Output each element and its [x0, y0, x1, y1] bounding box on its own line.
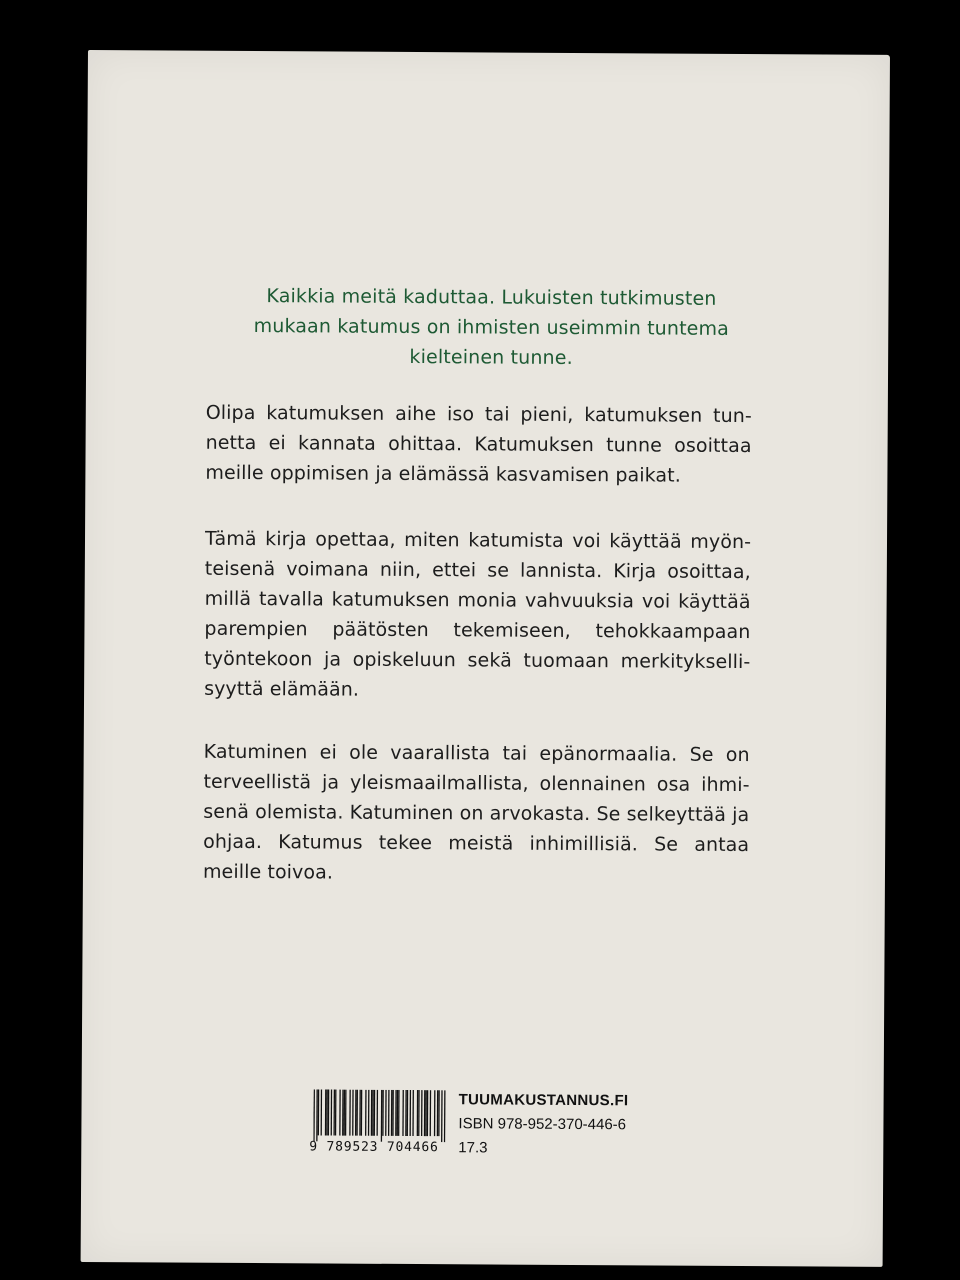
barcode-bar: [425, 1090, 427, 1136]
barcode-bar: [377, 1090, 379, 1136]
barcode-bar: [342, 1090, 344, 1136]
barcode-bar: [325, 1089, 327, 1135]
barcode-bar: [391, 1090, 393, 1136]
barcode-bar: [410, 1090, 412, 1136]
barcode-bar: [385, 1090, 387, 1136]
body-paragraph: Katuminen ei ole vaarallista tai epänormaalia. Se on terveellistä ja yleismaailmallista, olennainen osa ihmisenä olemista. Katuminen on arvokasta. Se selkeyttää ja ohjaa. Katumus tekee meistä inhimillisiä. Se antaa meille toivoa.: [202, 740, 750, 884]
body-paragraph: Tämä kirja opettaa, miten katumista voi käyttää myönteisenä voimana niin, ettei se lannista. Kirja osoittaa, millä tavalla katumuksen monia vahvuuksia voi käyttää parempien päätösten tekemiseen, tehokkaampaan työntekoon ja opiskeluun sekä tuomaan merkityksellisyyttä elämään.: [204, 527, 752, 701]
barcode-bar: [430, 1090, 432, 1136]
barcode-bar: [441, 1090, 443, 1142]
barcode-bar: [333, 1090, 335, 1136]
barcode-bar: [349, 1090, 351, 1136]
barcode-bar: [382, 1090, 384, 1136]
barcode-bar: [407, 1090, 409, 1136]
barcode-bar: [335, 1090, 337, 1136]
barcode-bar: [356, 1090, 358, 1136]
classification-code: 17.3: [458, 1139, 488, 1157]
barcode-bar: [352, 1090, 354, 1136]
barcode-bar: [316, 1089, 318, 1141]
barcode-bar: [365, 1090, 367, 1136]
barcode-bar: [438, 1090, 440, 1136]
barcode-bar: [326, 1089, 328, 1135]
barcode-bar: [345, 1090, 347, 1136]
barcode-bar: [427, 1090, 429, 1136]
barcode-bar: [434, 1090, 436, 1136]
barcode-bar: [344, 1090, 346, 1136]
barcode-bar: [313, 1089, 315, 1141]
barcode-bar: [355, 1090, 357, 1136]
barcode-bar: [371, 1090, 373, 1136]
barcode-bar: [318, 1089, 320, 1135]
barcode-bar: [418, 1090, 420, 1136]
barcode-bar: [361, 1090, 363, 1136]
barcode-bar: [437, 1090, 439, 1136]
barcode-bar: [424, 1090, 426, 1136]
barcode-bar: [331, 1090, 333, 1136]
barcode-bar: [402, 1090, 404, 1136]
barcode-bar: [381, 1090, 383, 1142]
barcode-bar: [368, 1090, 370, 1136]
barcode-bar: [321, 1089, 323, 1135]
isbn-text: ISBN 978-952-370-446-6: [458, 1115, 627, 1134]
barcode-bar: [339, 1090, 341, 1136]
publisher-info: [458, 1088, 628, 1161]
barcode-bar: [395, 1090, 397, 1136]
barcode-bar: [398, 1090, 400, 1136]
book-back-cover: [81, 50, 890, 1267]
barcode-bar: [388, 1090, 390, 1136]
barcode-bar: [359, 1090, 361, 1136]
barcode-number: 9 789523 704466: [309, 1139, 439, 1156]
barcode-bar: [372, 1090, 374, 1136]
barcode-bar: [397, 1090, 399, 1136]
barcode-bar: [328, 1089, 330, 1135]
barcode-bar: [412, 1090, 414, 1136]
barcode-bar: [405, 1090, 407, 1136]
barcode-bar: [444, 1090, 446, 1142]
barcode-bar: [417, 1090, 419, 1136]
body-paragraph: Olipa katumuksen aihe iso tai pieni, katumuksen tunnetta ei kannata ohittaa. Katumuksen tunne osoittaa meille oppimisen ja elämässä kasvamisen paikat.: [205, 401, 752, 487]
barcode-bar: [374, 1090, 376, 1136]
lead-blurb: Kaikkia meitä kaduttaa. Lukuisten tutkimusten mukaan katumus on ihmisten useimmin tuntema kielteinen tunne.: [253, 285, 730, 369]
barcode-bars: [313, 1089, 445, 1142]
barcode-bar: [392, 1090, 394, 1136]
barcode-bar: [421, 1090, 423, 1136]
publisher-site: TUUMAKUSTANNUS.FI: [458, 1091, 629, 1110]
